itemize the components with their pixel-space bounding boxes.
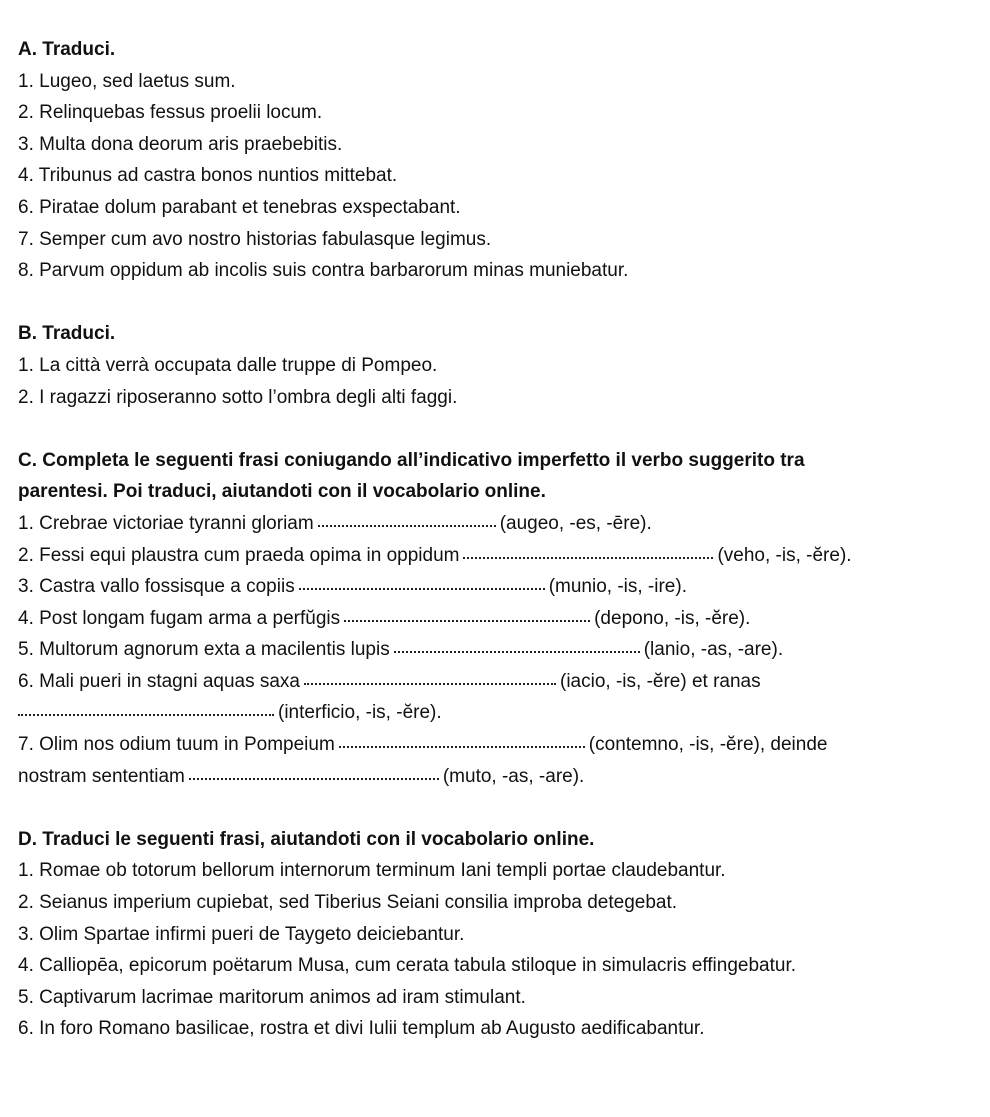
section-c-item [18, 508, 978, 540]
item-text: 4. Post longam fugam arma a perfŭgis [18, 607, 341, 629]
section-c-heading-cont: parentesi. Poi traduci, aiutandoti con il vocabolario online. [18, 481, 546, 503]
section-spacer [18, 413, 978, 445]
section-c-item [18, 634, 978, 666]
section-c-item [18, 571, 978, 603]
item-text: 3. Castra vallo fossisque a copiis [18, 576, 295, 598]
section-d-item: 1. Romae ob totorum bellorum internorum terminum Iani templi portae claudebantur. [18, 860, 726, 882]
verb-hint: (lanio, -as, -are). [643, 639, 784, 661]
section-b-item: 2. I ragazzi riposeranno sotto l’ombra degli alti faggi. [18, 386, 458, 408]
section-spacer [18, 287, 978, 319]
fill-blank[interactable] [18, 713, 274, 716]
section-b-heading: B. Traduci. [18, 323, 116, 345]
verb-hint: (contemno, -is, -ĕre), deinde [588, 734, 828, 756]
section-c-item-cont [18, 761, 978, 793]
section-a-item: 6. Piratae dolum parabant et tenebras exspectabant. [18, 196, 461, 218]
section-c-item [18, 540, 978, 572]
fill-blank[interactable] [463, 556, 713, 559]
item-text: 1. Crebrae victoriae tyranni gloriam [18, 512, 314, 534]
section-a-item: 2. Relinquebas fessus proelii locum. [18, 102, 323, 124]
verb-hint: (muto, -as, -are). [442, 765, 585, 787]
item-text: 7. Olim nos odium tuum in Pompeium [18, 734, 335, 756]
section-a-item: 3. Multa dona deorum aris praebebitis. [18, 133, 343, 155]
verb-hint: (augeo, -es, -ēre). [499, 512, 652, 534]
section-a-item: 7. Semper cum avo nostro historias fabulasque legimus. [18, 228, 492, 250]
verb-hint: (iacio, -is, -ĕre) et ranas [560, 670, 761, 692]
item-text: 5. Multorum agnorum exta a macilentis lupis [18, 639, 390, 661]
section-c-item-cont [18, 697, 978, 729]
section-d-heading: D. Traduci le seguenti frasi, aiutandoti con il vocabolario online. [18, 828, 595, 850]
section-a-item: 8. Parvum oppidum ab incolis suis contra barbarorum minas muniebatur. [18, 260, 629, 282]
item-text: 2. Fessi equi plaustra cum praeda opima in oppidum [18, 544, 460, 566]
item-text: 6. Mali pueri in stagni aquas saxa [18, 670, 300, 692]
section-d-item: 5. Captivarum lacrimae maritorum animos ad iram stimulant. [18, 986, 526, 1008]
section-c-item [18, 603, 978, 635]
fill-blank[interactable] [394, 650, 640, 653]
section-b-item: 1. La città verrà occupata dalle truppe di Pompeo. [18, 354, 438, 376]
section-d-item: 3. Olim Spartae infirmi pueri de Taygeto deiciebantur. [18, 923, 465, 945]
section-c-item [18, 729, 978, 761]
section-d-item: 4. Calliopēa, epicorum poëtarum Musa, cum cerata tabula stiloque in simulacris effingebatur. [18, 955, 796, 977]
section-a-item: 4. Tribunus ad castra bonos nuntios mittebat. [18, 165, 398, 187]
verb-hint: (interficio, -is, -ĕre). [278, 702, 442, 724]
section-d-item: 6. In foro Romano basilicae, rostra et divi Iulii templum ab Augusto aedificabantur. [18, 1018, 705, 1040]
section-a-heading: A. Traduci. [18, 39, 116, 60]
verb-hint: (munio, -is, -ire). [548, 576, 687, 598]
fill-blank[interactable] [344, 619, 590, 622]
section-a-item: 1. Lugeo, sed laetus sum. [18, 70, 236, 92]
fill-blank[interactable] [318, 524, 496, 527]
fill-blank[interactable] [304, 682, 556, 685]
fill-blank[interactable] [339, 745, 585, 748]
verb-hint: (veho, -is, -ĕre). [717, 544, 852, 566]
worksheet [18, 34, 978, 1045]
verb-hint: (depono, -is, -ĕre). [594, 607, 751, 629]
section-c-item [18, 666, 978, 698]
item-text: nostram sententiam [18, 765, 185, 787]
fill-blank[interactable] [299, 587, 545, 590]
fill-blank[interactable] [189, 777, 439, 780]
section-c-heading: C. Completa le seguenti frasi coniugando all’indicativo imperfetto il verbo suggerito tra [18, 449, 805, 471]
section-d-item: 2. Seianus imperium cupiebat, sed Tiberius Seiani consilia improba detegebat. [18, 892, 678, 914]
section-spacer [18, 792, 978, 824]
